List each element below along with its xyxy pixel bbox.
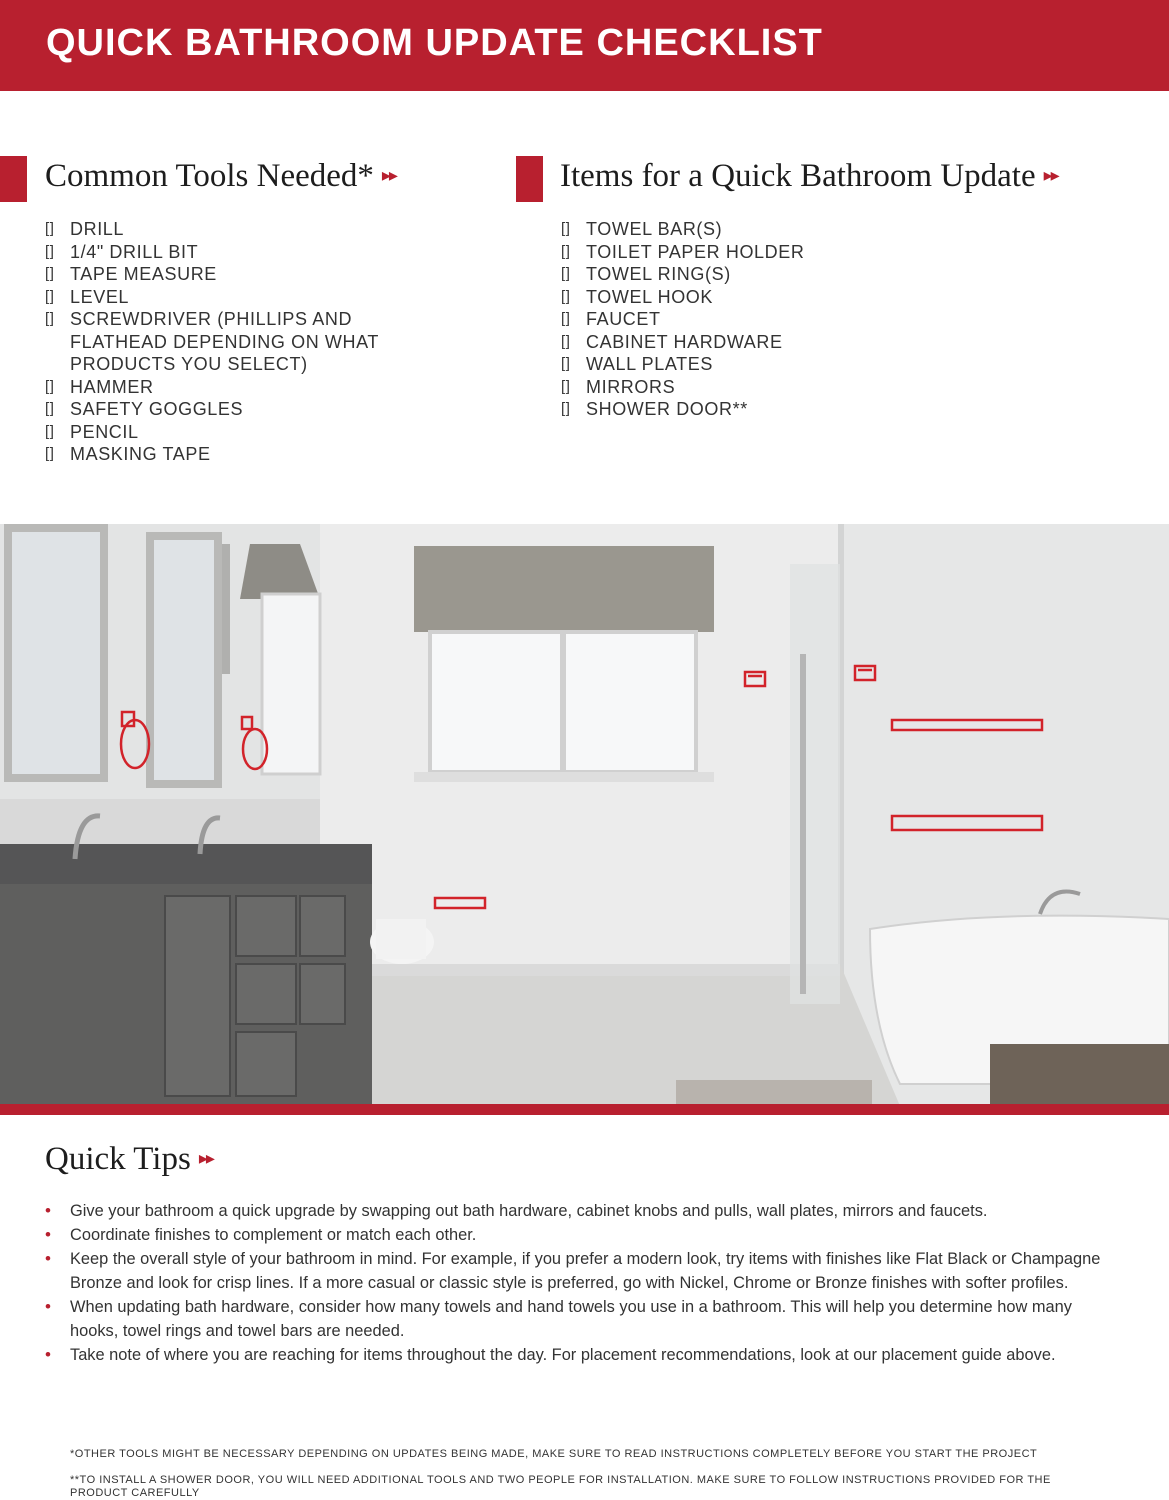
checklist-item <box>561 263 981 286</box>
bathroom-photo <box>0 524 1169 1106</box>
checkbox-icon: [] <box>45 310 55 327</box>
footnote-shower-door: **TO INSTALL A SHOWER DOOR, YOU WILL NEED ADDITIONAL TOOLS AND TWO PEOPLE FOR INSTALLATION. MAKE SURE TO FOLLOW INSTRUCTIONS PROVIDED FOR THE PRODUCT CAREFULLY <box>70 1474 1051 1499</box>
checklist-item-label: TAPE MEASURE <box>70 264 217 284</box>
checkbox-icon: [] <box>561 265 571 282</box>
checklist-item <box>561 331 981 354</box>
items-heading-text: Items for a Quick Bathroom Update <box>560 158 1036 194</box>
tip-item: • Keep the overall style of your bathroom in mind. For example, if you prefer a modern look, try items with finishes like Flat Black or Champagne Bronze and look for crisp lines. If a more casual or classic style is preferred, go with Nickel, Chrome or Bronze finishes with softer profiles. <box>45 1247 1115 1295</box>
checklist-item-label: DRILL <box>70 219 125 239</box>
checklist-item-label: SAFETY GOGGLES <box>70 399 244 419</box>
checkbox-icon: [] <box>45 265 55 282</box>
tips-heading <box>45 1141 213 1178</box>
checklist-item <box>561 308 981 331</box>
tools-heading <box>45 158 396 195</box>
checklist-item-label: TOWEL HOOK <box>586 286 714 307</box>
checklist-item-label: TOILET PAPER HOLDER <box>586 241 805 262</box>
checklist-item <box>561 376 981 399</box>
checklist-item <box>45 218 465 241</box>
checklist-item-label: HAMMER <box>70 376 154 397</box>
tip-item: • Coordinate finishes to complement or match each other. <box>45 1223 1115 1247</box>
checklist-item <box>561 398 981 421</box>
checkbox-icon: [] <box>561 242 571 260</box>
tips-heading-text: Quick Tips <box>45 1141 191 1177</box>
checklist-item-label: SCREWDRIVER (PHILLIPS AND <box>70 309 353 329</box>
checkbox-icon: [] <box>45 287 55 305</box>
checkbox-icon: [] <box>561 332 571 350</box>
checklist-item <box>45 241 465 264</box>
checklist-item-label: TOWEL BAR(S) <box>586 219 723 239</box>
checklist-item <box>561 218 981 241</box>
checklist-item <box>45 353 465 376</box>
checklist-item-label: MIRRORS <box>586 376 676 397</box>
checklist-item-label: SHOWER DOOR** <box>586 399 748 419</box>
checklist-item <box>45 421 465 444</box>
checklist-item-label: 1/4" DRILL BIT <box>70 241 199 262</box>
double-arrow-icon: ▸▸ <box>381 164 396 185</box>
checkbox-icon: [] <box>561 355 571 372</box>
tools-section-marker <box>0 156 27 202</box>
tips-list <box>45 1199 1115 1367</box>
checkbox-icon: [] <box>45 422 55 440</box>
tip-item: • Give your bathroom a quick upgrade by swapping out bath hardware, cabinet knobs and pulls, wall plates, mirrors and faucets. <box>45 1199 1115 1223</box>
checkbox-icon: [] <box>561 377 571 395</box>
checkbox-icon: [] <box>45 377 55 395</box>
tools-heading-text: Common Tools Needed* <box>45 158 374 194</box>
items-checklist <box>561 218 981 421</box>
checklist-item <box>45 331 465 354</box>
checklist-item <box>45 398 465 421</box>
checkbox-icon: [] <box>561 287 571 305</box>
checklist-item <box>45 308 465 331</box>
checklist-item <box>45 376 465 399</box>
photo-divider <box>0 1104 1169 1115</box>
checkbox-icon: [] <box>45 400 55 417</box>
checklist-item-label: CABINET HARDWARE <box>586 331 783 352</box>
items-heading <box>560 158 1058 195</box>
checklist-item-label: PRODUCTS YOU SELECT) <box>70 354 308 374</box>
checklist-item-label: TOWEL RING(S) <box>586 264 731 284</box>
checkbox-icon: [] <box>45 220 55 237</box>
tip-item: • Take note of where you are reaching for items throughout the day. For placement recommendations, look at our placement guide above. <box>45 1343 1115 1367</box>
checkbox-icon: [] <box>45 445 55 462</box>
checklist-item <box>561 241 981 264</box>
tip-item: • When updating bath hardware, consider how many towels and hand towels you use in a bathroom. This will help you determine how many hooks, towel rings and towel bars are needed. <box>45 1295 1115 1343</box>
checklist-item-label: PENCIL <box>70 421 139 442</box>
checklist-item <box>45 443 465 466</box>
checklist-item <box>561 353 981 376</box>
checklist-item-label: MASKING TAPE <box>70 444 211 464</box>
footnote-tools: *OTHER TOOLS MIGHT BE NECESSARY DEPENDING ON UPDATES BEING MADE, MAKE SURE TO READ INSTRUCTIONS COMPLETELY BEFORE YOU START THE PROJECT <box>70 1448 1038 1460</box>
bathroom-illustration <box>0 524 1169 1106</box>
items-section-marker <box>516 156 543 202</box>
page-title: QUICK BATHROOM UPDATE CHECKLIST <box>46 22 823 64</box>
checkbox-icon: [] <box>45 242 55 260</box>
checklist-item <box>561 286 981 309</box>
checklist-item-label: FAUCET <box>586 309 661 329</box>
checklist-item-label: FLATHEAD DEPENDING ON WHAT <box>70 331 379 352</box>
double-arrow-icon: ▸▸ <box>1043 164 1058 185</box>
checkbox-icon: [] <box>561 220 571 237</box>
checkbox-icon: [] <box>561 310 571 327</box>
tools-checklist <box>45 218 465 466</box>
checklist-item-label: WALL PLATES <box>586 354 713 374</box>
checkbox-icon: [] <box>561 400 571 417</box>
checklist-item <box>45 286 465 309</box>
header-banner <box>0 0 1169 91</box>
double-arrow-icon: ▸▸ <box>198 1147 213 1168</box>
checklist-item-label: LEVEL <box>70 286 130 307</box>
checklist-item <box>45 263 465 286</box>
